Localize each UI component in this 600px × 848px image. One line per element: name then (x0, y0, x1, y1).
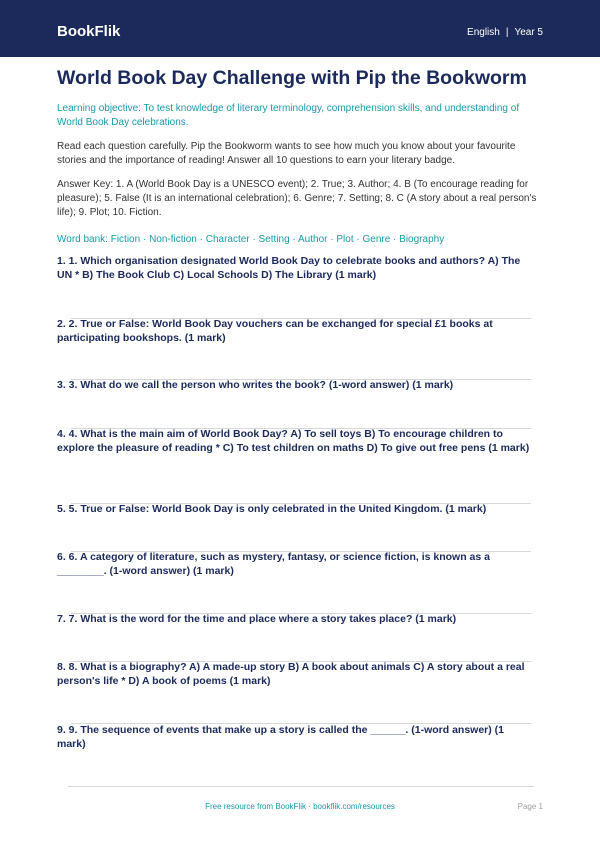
word-bank: Word bank: Fiction · Non-fiction · Character · Setting · Author · Plot · Genre · Biography (57, 234, 445, 245)
year-label: Year 5 (514, 27, 543, 38)
question-6: 6. 6. A category of literature, such as mystery, fantasy, or science fiction, is known as a ________. (1-word answer) (1 mark) (57, 551, 490, 577)
page-number: Page 1 (517, 802, 543, 811)
instructions: Read each question carefully. Pip the Bookworm wants to see how much you know about your favourite stories and the importance of reading! Answer all 10 questions to earn your literary badge. (57, 141, 516, 166)
learning-objective: Learning objective: To test knowledge of literary terminology, comprehension skills, and understanding of World Book Day celebrations. (57, 103, 520, 128)
question-1: 1. 1. Which organisation designated World Book Day to celebrate books and authors? A) The UN * B) The Book Club C) Local Schools D) The Library (1 mark) (57, 255, 521, 281)
worksheet-title: World Book Day Challenge with Pip the Bookworm (57, 67, 527, 89)
question-5: 5. 5. True or False: World Book Day is only celebrated in the United Kingdom. (1 mark) (57, 503, 487, 515)
header-meta (467, 26, 543, 40)
meta-separator: | (505, 27, 509, 38)
worksheet-intro (57, 60, 537, 247)
answer-key: Answer Key: 1. A (World Book Day is a UNESCO event); 2. True; 3. Author; 4. B (To encourage reading for pleasure); 5. False (It is an international celebration); 6. Genre; 7. Setting; 8. C (A story about a real person's life); 9. Plot; 10. Fiction. (57, 179, 537, 218)
brand-logo: BookFlik (57, 23, 121, 40)
question-2: 2. 2. True or False: World Book Day vouchers can be exchanged for special £1 books at participating bookshops. (1 mark) (57, 318, 493, 344)
question-7: 7. 7. What is the word for the time and place where a story takes place? (1 mark) (57, 613, 457, 625)
question-9: 9. 9. The sequence of events that make up a story is called the ______. (1-word answer) (1 mark) (57, 724, 504, 750)
footer-credit: Free resource from BookFlik · bookflik.com/resources (205, 802, 395, 811)
page-header (0, 0, 600, 57)
question-8: 8. 8. What is a biography? A) A made-up story B) A book about animals C) A story about a real person's life * D) A book of poems (1 mark) (57, 661, 525, 687)
question-3: 3. 3. What do we call the person who writes the book? (1-word answer) (1 mark) (57, 379, 454, 391)
subject-label: English (467, 27, 500, 38)
footer-divider (68, 786, 534, 787)
question-4: 4. 4. What is the main aim of World Book Day? A) To sell toys B) To encourage children to explore the pleasure of reading * C) To test children on maths D) To give out free pens (1 mark) (57, 428, 530, 454)
